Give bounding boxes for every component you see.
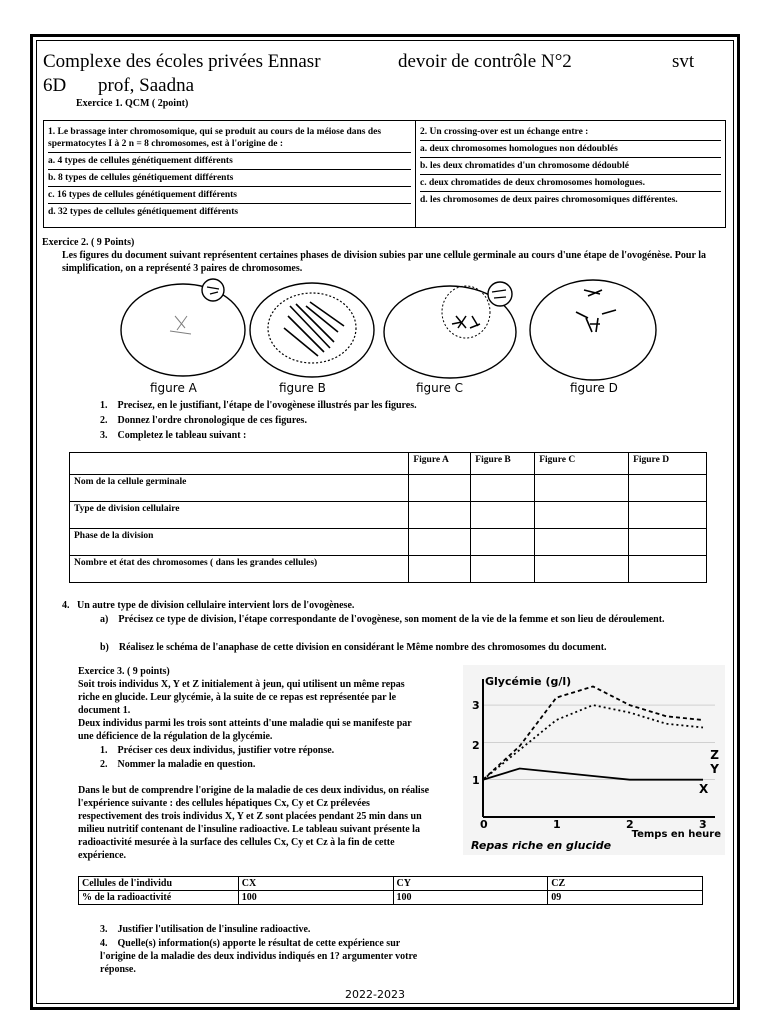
cell: CX	[238, 877, 393, 891]
ex2-question-1: 1. Precisez, en le justifiant, l'étape de l'ovogènese illustrés par les figures.	[100, 400, 417, 411]
table-row	[70, 529, 707, 556]
answer-cell[interactable]	[471, 475, 535, 502]
ex2-question-4b: b) Réalisez le schéma de l'anaphase de cette division en considérant le Même nombre des chromosomes du document.	[100, 642, 607, 653]
ex2-question-2: 2. Donnez l'ordre chronologique de ces figures.	[100, 415, 307, 426]
ex3-paragraph-1: Soit trois individus X, Y et Z initialement à jeun, qui utilisent un même repas riche en glucide. Leur glycémie, à la suite de ce repas est représentée par le document 1.	[78, 679, 405, 716]
ex2-table-col-d: Figure D	[629, 453, 707, 475]
series-label-z: Z	[710, 748, 719, 762]
answer-cell[interactable]	[409, 475, 471, 502]
answer-cell[interactable]	[535, 529, 629, 556]
footer-year: 2022-2023	[345, 988, 405, 1001]
graph-xlabel: Temps en heure	[631, 829, 721, 840]
q1-option-b: b. 8 types de cellules génétiquement différents	[48, 170, 411, 187]
figure-a-label: figure A	[150, 381, 197, 395]
ytick-1: 1	[472, 774, 480, 787]
cell: CY	[393, 877, 548, 891]
answer-cell[interactable]	[409, 529, 471, 556]
cell: 09	[548, 891, 703, 905]
answer-cell[interactable]	[471, 556, 535, 583]
series-label-x: X	[699, 782, 709, 796]
cell: CZ	[548, 877, 703, 891]
ex2-table	[69, 452, 707, 583]
table-row	[79, 891, 703, 905]
answer-cell[interactable]	[471, 529, 535, 556]
ex2-table-col-a: Figure A	[409, 453, 471, 475]
table-row	[70, 475, 707, 502]
figure-c-label: figure C	[416, 381, 464, 395]
xtick-1: 1	[553, 818, 561, 831]
q1-option-c: c. 16 types de cellules génétiquement différents	[48, 187, 411, 204]
q1-option-d: d. 32 types de cellules génétiquement différents	[48, 207, 239, 217]
answer-cell[interactable]	[629, 502, 707, 529]
cell: 100	[393, 891, 548, 905]
ex2-table-corner	[70, 453, 409, 475]
xtick-2: 2	[626, 818, 634, 831]
cell: % de la radioactivité	[79, 891, 239, 905]
ex3-question-2: 2. Nommer la maladie en question.	[100, 759, 256, 770]
figure-d-label: figure D	[570, 381, 618, 395]
cell: 100	[238, 891, 393, 905]
school-name: Complexe des écoles privées Ennasr	[43, 51, 321, 72]
glycemia-graph	[463, 665, 725, 855]
ex2-question-3: 3. Completez le tableau suivant :	[100, 430, 247, 441]
ex2-table-col-c: Figure C	[535, 453, 629, 475]
figure-a-image	[115, 276, 250, 382]
answer-cell[interactable]	[535, 475, 629, 502]
ex1-title: Exercice 1. QCM ( 2point)	[76, 98, 189, 109]
ex3-question-4: 4. Quelle(s) information(s) apporte le résultat de cette expérience sur l'origine de la maladie des deux individus indiqués en 1? argumenter votre réponse.	[100, 938, 418, 975]
answer-cell[interactable]	[629, 529, 707, 556]
figure-b-label: figure B	[279, 381, 326, 395]
answer-cell[interactable]	[629, 556, 707, 583]
table-row	[70, 502, 707, 529]
radioactivity-table	[78, 876, 703, 905]
qcm-box	[43, 120, 726, 228]
glycemia-chart	[463, 665, 725, 855]
subject: svt	[672, 51, 695, 72]
graph-caption: Repas riche en glucide	[471, 839, 612, 852]
table-row	[79, 877, 703, 891]
ex3-question-3: 3. Justifier l'utilisation de l'insuline radioactive.	[100, 924, 311, 935]
answer-cell[interactable]	[535, 556, 629, 583]
q2-option-b: b. les deux chromatides d'un chromosome dédoublé	[420, 158, 721, 175]
cell: Cellules de l'individu	[79, 877, 239, 891]
answer-cell[interactable]	[535, 502, 629, 529]
ex2-row-label: Phase de la division	[70, 529, 409, 556]
answer-cell[interactable]	[471, 502, 535, 529]
ex3-paragraph-2: Deux individus parmi les trois sont atteints d'une maladie qui se manifeste par une déficience de la régulation de la glycémie.	[78, 718, 412, 742]
ex2-row-label: Nom de la cellule germinale	[70, 475, 409, 502]
ex2-intro: Les figures du document suivant représentent certaines phases de division subies par une cellule germinale au cours d'une étape de l'ovogénèse. Pour la simplification, on a représenté 3 paires de chromosomes.	[62, 250, 706, 274]
q2-option-d: d. les chromosomes de deux paires chromosomiques différentes.	[420, 195, 678, 205]
ex2-title: Exercice 2. ( 9 Points)	[42, 237, 135, 248]
class-name: 6D	[43, 75, 67, 96]
ex2-table-col-b: Figure B	[471, 453, 535, 475]
answer-cell[interactable]	[409, 556, 471, 583]
series-label-y: Y	[710, 762, 719, 776]
exam-title: devoir de contrôle N°2	[398, 51, 572, 72]
q1-option-a: a. 4 types de cellules génétiquement différents	[48, 153, 411, 170]
q2-stem: 2. Un crossing-over est un échange entre :	[420, 124, 721, 141]
xtick-0: 0	[480, 818, 488, 831]
figure-c-image	[380, 276, 522, 382]
ex2-question-4: 4. Un autre type de division cellulaire intervient lors de l'ovogènese.	[62, 600, 355, 611]
figure-d-image	[526, 276, 660, 382]
ex2-row-label: Type de division cellulaire	[70, 502, 409, 529]
qcm-question-1	[44, 121, 416, 227]
ex2-question-4a: a) Précisez ce type de division, l'étape correspondante de l'ovogènese, son moment de la vie de la femme et son lieu de déroulement.	[100, 614, 665, 625]
answer-cell[interactable]	[629, 475, 707, 502]
ex2-row-label: Nombre et état des chromosomes ( dans les grandes cellules)	[70, 556, 409, 583]
q2-option-a: a. deux chromosomes homologues non dédoublés	[420, 141, 721, 158]
ex3-question-1: 1. Préciser ces deux individus, justifier votre réponse.	[100, 745, 335, 756]
teacher-name: prof, Saadna	[98, 75, 195, 96]
qcm-question-2	[416, 121, 725, 227]
ytick-3: 3	[472, 699, 480, 712]
ytick-2: 2	[472, 739, 480, 752]
q1-stem: 1. Le brassage inter chromosomique, qui se produit au cours de la méiose dans des spermatocytes I à 2 n = 8 chromosomes, est à l'origine de :	[48, 124, 411, 153]
ex3-paragraph-3: Dans le but de comprendre l'origine de la maladie de ces deux individus, on réalise l'expérience suivante : des cellules hépatiques Cx, Cy et Cz prélevées respectivement des trois individus X, Y et Z sont placées pendant 25 min dans un milieu nutritif contenant de l'insuline radioactive. Le tableau suivant présente la radioactivité mesurée à la surface des cellules Cx, Cy et Cz à la fin de cette expérience.	[78, 785, 430, 861]
q2-option-c: c. deux chromatides de deux chromosomes homologues.	[420, 175, 721, 192]
xtick-3: 3	[699, 818, 707, 831]
ex3-title: Exercice 3. ( 9 points)	[78, 666, 170, 677]
table-row	[70, 556, 707, 583]
graph-ylabel: Glycémie (g/l)	[485, 675, 572, 688]
ex2-table-header-row	[70, 453, 707, 475]
figure-b-image	[248, 276, 375, 382]
answer-cell[interactable]	[409, 502, 471, 529]
